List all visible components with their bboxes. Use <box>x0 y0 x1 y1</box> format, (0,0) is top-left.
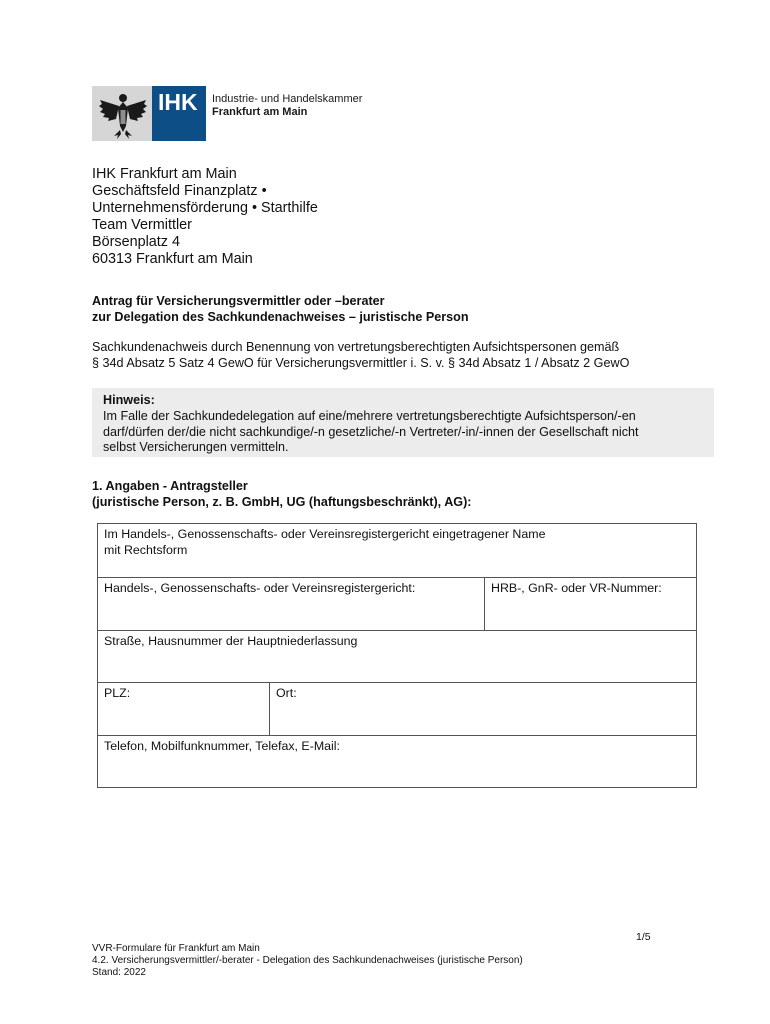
register-court-label: Handels-, Genossenschafts- oder Vereinsregistergericht: <box>104 581 416 595</box>
contact-label: Telefon, Mobilfunknummer, Telefax, E-Mail: <box>104 739 340 753</box>
address-line: 60313 Frankfurt am Main <box>92 250 253 267</box>
ihk-wordmark: IHK <box>152 86 206 141</box>
ihk-logo <box>92 86 362 141</box>
form-title <box>92 294 469 325</box>
applicant-form <box>97 523 697 788</box>
street-label: Straße, Hausnummer der Hauptniederlassung <box>104 634 358 648</box>
intro-line: § 34d Absatz 5 Satz 4 GewO für Versicherungsvermittler i. S. v. § 34d Absatz 1 / Absatz 2 GewO <box>92 355 630 370</box>
footer-line: 4.2. Versicherungsvermittler/-berater - Delegation des Sachkundenachweises (juristische Person) <box>92 955 523 966</box>
form-title-line: zur Delegation des Sachkundenachweises – juristische Person <box>92 309 469 324</box>
street-field[interactable] <box>98 631 696 682</box>
registered-name-field[interactable] <box>98 524 696 577</box>
note-heading: Hinweis: <box>103 393 155 407</box>
note-line: selbst Versicherungen vermitteln. <box>103 440 289 455</box>
eagle-icon <box>92 86 154 141</box>
note-box <box>92 388 714 457</box>
footer-line: VVR-Formulare für Frankfurt am Main <box>92 943 260 954</box>
section-heading <box>92 479 472 510</box>
form-row-address <box>98 683 696 736</box>
form-row-contact <box>98 736 696 787</box>
section-title: 1. Angaben - Antragsteller <box>92 479 248 493</box>
zip-label: PLZ: <box>104 686 131 700</box>
address-line: Geschäftsfeld Finanzplatz • <box>92 182 267 199</box>
city-field[interactable] <box>269 683 696 735</box>
register-number-field[interactable] <box>484 578 696 630</box>
address-line: Börsenplatz 4 <box>92 233 180 250</box>
city-label: Ort: <box>276 686 297 700</box>
zip-field[interactable] <box>98 683 269 735</box>
intro-line: Sachkundenachweis durch Benennung von vertretungsberechtigten Aufsichtspersonen gemäß <box>92 340 620 354</box>
section-subtitle: (juristische Person, z. B. GmbH, UG (haftungsbeschränkt), AG): <box>92 494 472 509</box>
logo-text <box>212 93 362 119</box>
footer <box>92 943 523 979</box>
note-line: darf/dürfen der/die nicht sachkundige/-n gesetzliche/-n Vertreter/-in/-innen der Gesellschaft nicht <box>103 424 639 439</box>
footer-line: Stand: 2022 <box>92 967 146 978</box>
registered-name-label-cont: mit Rechtsform <box>104 542 188 557</box>
address-line: IHK Frankfurt am Main <box>92 166 237 182</box>
page-number: 1/5 <box>636 931 651 943</box>
form-title-line: Antrag für Versicherungsvermittler oder –berater <box>92 294 385 308</box>
form-row-street <box>98 631 696 683</box>
note-line: Im Falle der Sachkundedelegation auf eine/mehrere vertretungsberechtigte Aufsichtsperson/-en <box>103 408 636 423</box>
address-line: Team Vermittler <box>92 216 192 233</box>
address-line: Unternehmensförderung • Starthilfe <box>92 199 318 216</box>
logo-line-2: Frankfurt am Main <box>212 106 308 118</box>
recipient-address <box>92 166 318 267</box>
register-court-field[interactable] <box>98 578 484 630</box>
form-row-name <box>98 524 696 578</box>
form-row-register <box>98 578 696 631</box>
register-number-label: HRB-, GnR- oder VR-Nummer: <box>491 581 662 595</box>
logo-line-1: Industrie- und Handelskammer <box>212 93 363 105</box>
intro-text <box>92 340 629 372</box>
registered-name-label: Im Handels-, Genossenschafts- oder Vereinsregistergericht eingetragener Name <box>104 527 546 541</box>
contact-field[interactable] <box>98 736 696 787</box>
